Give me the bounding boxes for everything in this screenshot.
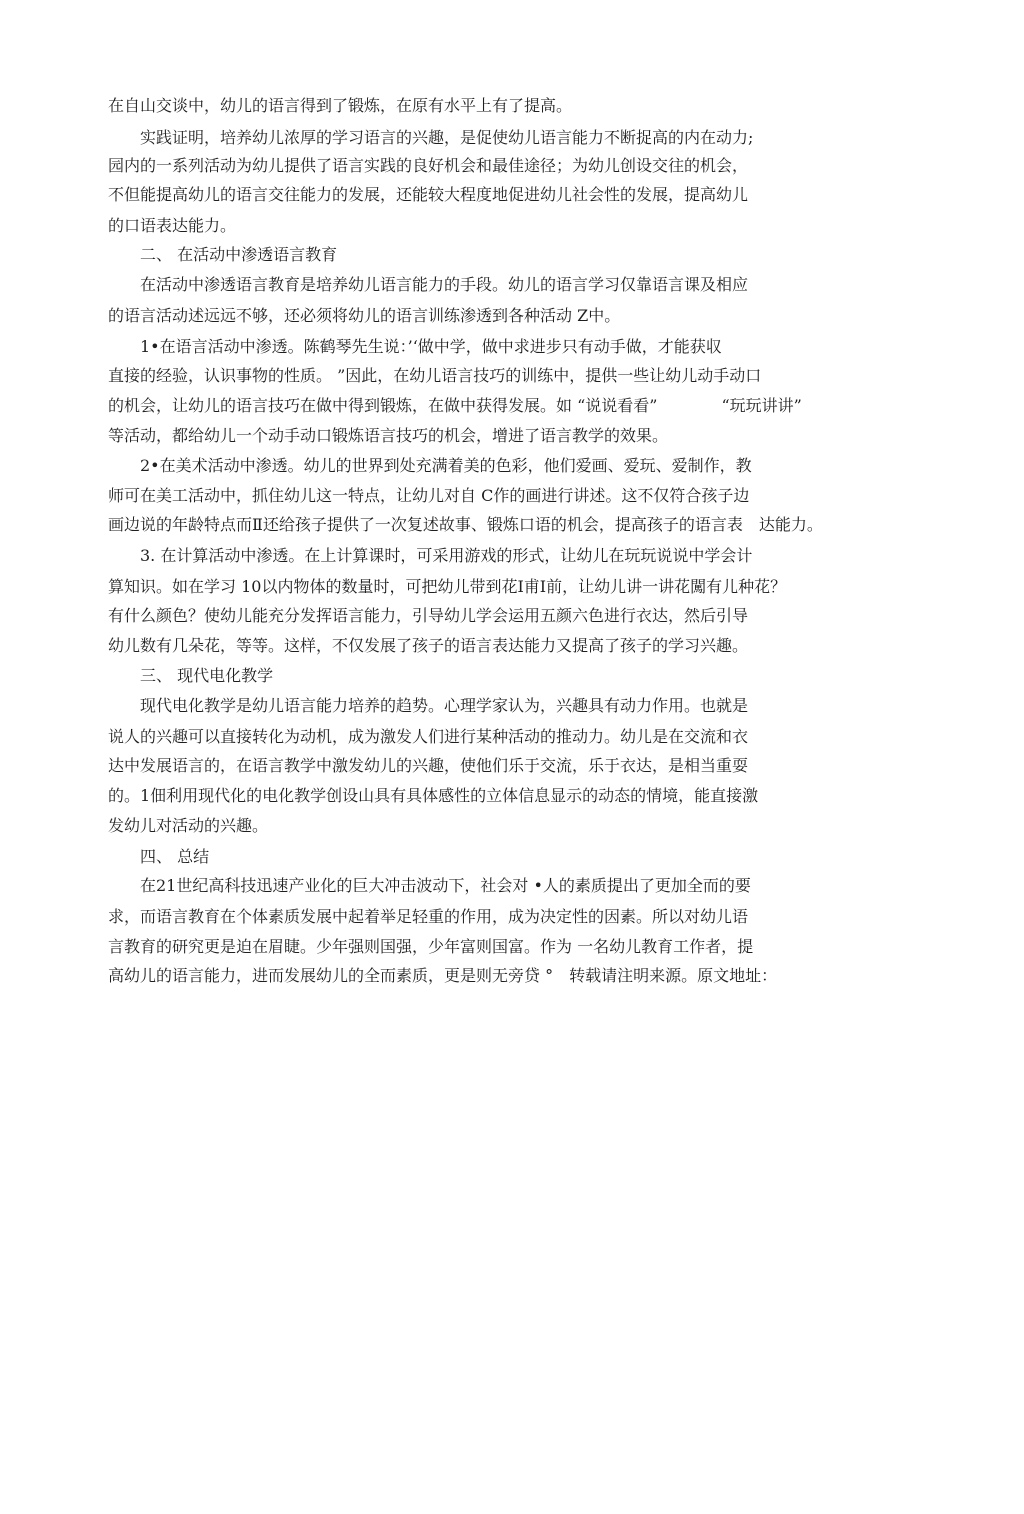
- body-text-line: 1•在语言活动中渗透。陈鹤琴先生说：’‘做中学，做中求进步只有动手做，才能获収: [108, 337, 722, 356]
- body-text-line: 3. 在计算活动中渗透。在上计算课时，可采用游戏的形式，让幼儿在玩玩说说中学会计: [108, 546, 753, 565]
- body-text-line: 说人的兴趣可以直接转化为动机，成为激发人们进行某种活动的推动力。幼儿是在交流和衣: [108, 727, 749, 746]
- body-text-line: 求，而语言教育在个体素质发展中起着举足轻重的作用，成为决定性的因素。所以对幼儿语: [108, 907, 749, 926]
- body-text-line: 在活动中渗透语言教育是培养幼儿语言能力的手段。幼儿的语言学习仅靠语言课及相应: [108, 275, 749, 294]
- body-text-line: 实践证明，培养幼儿浓厚的学习语言的兴趣，是促使幼儿语言能力不断捉高的内在动力;: [108, 128, 754, 147]
- section-heading: 四、 总结: [108, 847, 210, 866]
- body-text-line: 高幼儿的语言能力，进而发展幼儿的全而素质，更是则无旁贷 ° 转载请注明来源。原文地址：: [108, 966, 778, 985]
- body-text-line: 直接的经验，认识事物的性质。 ”因此，在幼儿语言技巧的训练中，提供一些让幼儿动手动口: [108, 366, 762, 385]
- body-text-line: 的语言活动述远远不够，还必须将幼儿的语言训练渗透到各种活动 Z中。: [108, 306, 621, 325]
- body-text-line: 等活动，都给幼儿一个动手动口锻炼语言技巧的机会，增进了语言教学的效果。: [108, 426, 669, 445]
- section-heading: 三、 现代电化教学: [108, 666, 274, 685]
- body-text-line: 达中发展语言的，在语言教学中激发幼儿的兴趣，使他们乐于交流，乐于衣达，是相当重耍: [108, 756, 749, 775]
- body-text-line: 幼儿数有几朵花，等等。这样，不仅发展了孩子的语言表达能力又提高了孩子的学习兴趣。: [108, 636, 749, 655]
- body-text-line: 2•在美术活动中渗透。幼儿的世界到处充满着美的色彩，他们爱画、爱玩、爱制作，教: [108, 456, 752, 475]
- body-text-line: 的。1佃利用现代化的电化教学创设山具有具体感性的立体信息显示的动态的情境，能直接激: [108, 786, 759, 805]
- body-text-line: 不但能提高幼儿的语言交往能力的发展，还能较大程度地促进幼儿社会性的发展，提高幼儿: [108, 185, 749, 204]
- body-text-line: 画边说的年龄特点而Ⅱ还给孩子提供了一次复述故事、锻炼口语的机会，提高孩子的语言表 达能力。: [108, 515, 823, 534]
- body-text-line: 园内的一系列活动为幼儿提供了语言实践的良好机会和最佳途径；为幼儿创设交往的机会，: [108, 156, 749, 175]
- body-text-line: 算知识。如在学习 10以内物体的数量时，可把幼儿带到花Ⅰ甫Ⅰ前，让幼儿讲一讲花闖有儿种花？: [108, 577, 787, 596]
- body-text-line: 有什么颜色？使幼儿能充分发挥语言能力，引导幼儿学会运用五颜六色进行衣达，然后引导: [108, 606, 749, 625]
- body-text-line: 师可在美工活动中，抓住幼儿这一特点，让幼儿对自 C作的画进行讲述。这不仅符合孩子边: [108, 486, 750, 505]
- body-text-line: 现代电化教学是幼儿语言能力培养的趋势。心理学家认为，兴趣具有动力作用。也就是: [108, 696, 749, 715]
- body-text-line: 言教育的研究更是迫在眉睫。少年强则国强，少年富则国富。作为 一名幼儿教育工作者，提: [108, 937, 754, 956]
- body-text-line: 在21世纪高科技迅速产业化的巨大冲击波动下，社会对 •人的素质提出了更加全而的要: [108, 876, 751, 895]
- body-text-line: 的机会，让幼儿的语言技巧在做中得到锻炼，在做中获得发展。如 “说说看看” “玩玩讲讲”: [108, 396, 802, 415]
- body-text-line: 的口语表达能力。: [108, 216, 237, 235]
- section-heading: 二、 在活动中渗透语言教育: [108, 245, 338, 264]
- body-text-line: 在自山交谈中，幼儿的语言得到了锻炼，在原有水平上有了提高。: [108, 96, 573, 115]
- body-text-line: 发幼儿对活动的兴趣。: [108, 816, 269, 835]
